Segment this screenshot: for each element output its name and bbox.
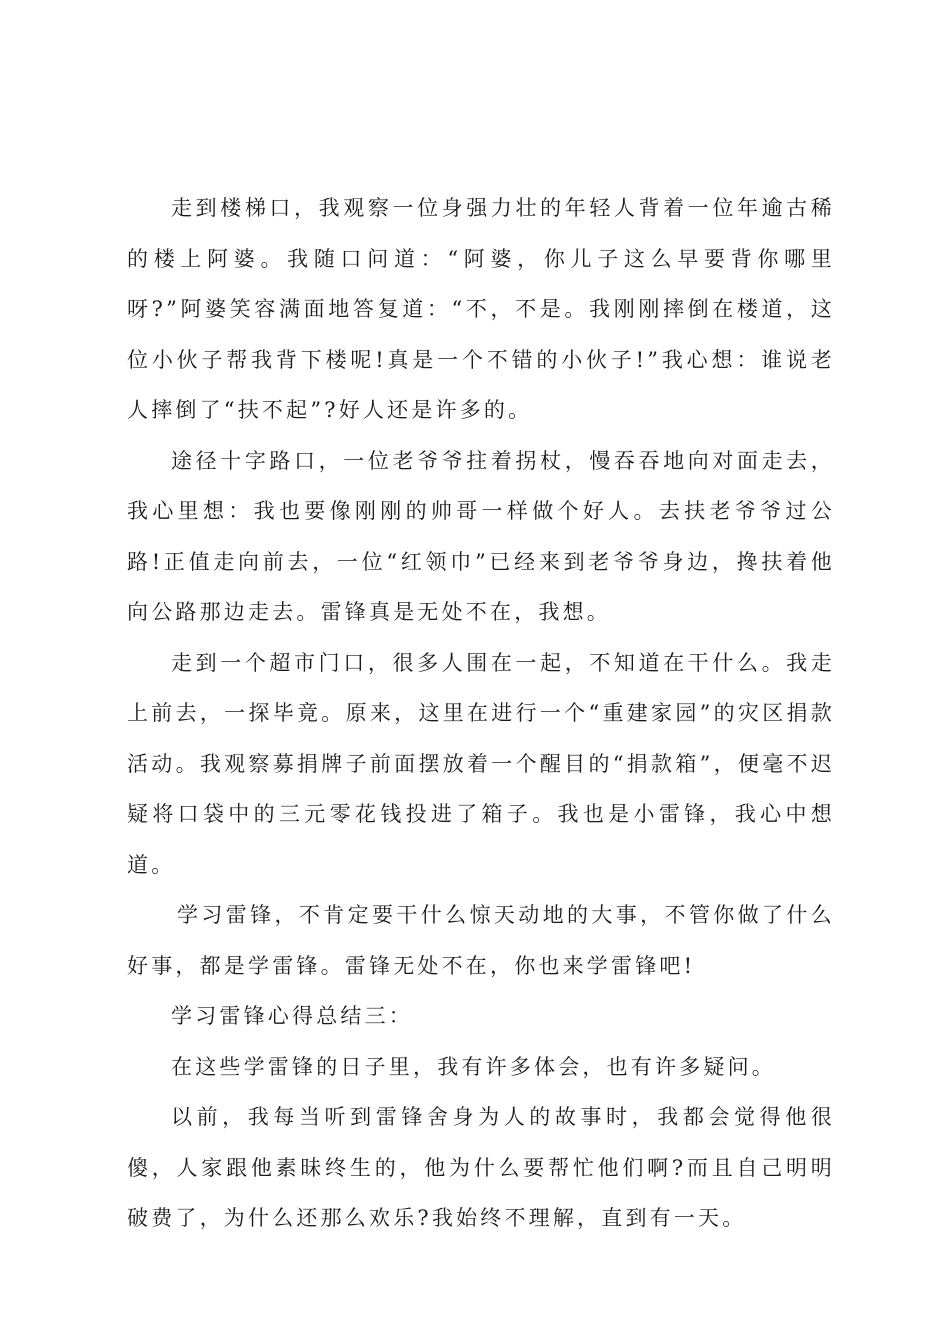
paragraph-supermarket: 走到一个超市门口，很多人围在一起，不知道在干什么。我走上前去，一探毕竟。原来，这里在进行一个“重建家园”的灾区捐款活动。我观察募捐牌子前面摆放着一个醒目的“捐款箱”，便毫不迟疑将口袋中的三元零花钱投进了箱子。我也是小雷锋，我心中想道。: [127, 650, 835, 877]
paragraph-before: 以前，我每当听到雷锋舍身为人的故事时，我都会觉得他很傻，人家跟他素昧终生的，他为什么要帮忙他们啊?而且自己明明破费了，为什么还那么欢乐?我始终不理解，直到有一天。: [127, 1105, 835, 1230]
paragraph-stairs: 走到楼梯口，我观察一位身强力壮的年轻人背着一位年逾古稀的楼上阿婆。我随口问道：“阿婆，你儿子这么早要背你哪里呀?”阿婆笑容满面地答复道：“不，不是。我刚刚摔倒在楼道，这位小伙子帮我背下楼呢!真是一个不错的小伙子!”我心想：谁说老人摔倒了“扶不起”?好人还是许多的。: [127, 196, 835, 422]
document-body: [127, 183, 835, 1244]
paragraph-intro: 在这些学雷锋的日子里，我有许多体会，也有许多疑问。: [171, 1054, 776, 1079]
section-heading: 学习雷锋心得总结三：: [171, 1004, 413, 1028]
paragraph-conclusion: 学习雷锋，不肯定要干什么惊天动地的大事，不管你做了什么好事，都是学雷锋。雷锋无处不在，你也来学雷锋吧!: [127, 903, 835, 978]
paragraph-crossroad: 途径十字路口，一位老爷爷拄着拐杖，慢吞吞地向对面走去，我心里想：我也要像刚刚的帅哥一样做个好人。去扶老爷爷过公路!正值走向前去，一位“红领巾”已经来到老爷爷身边，搀扶着他向公路那边走去。雷锋真是无处不在，我想。: [127, 448, 835, 624]
